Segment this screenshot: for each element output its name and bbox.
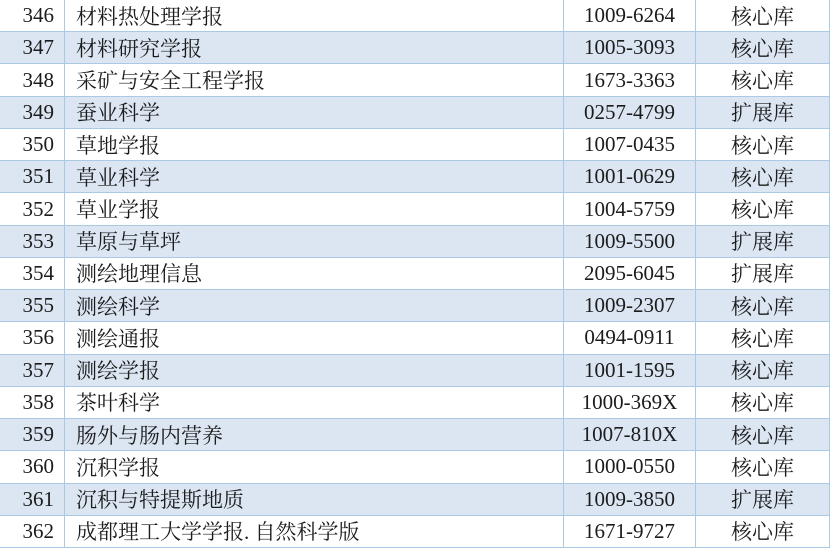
cell-issn: 0257-4799	[564, 97, 696, 128]
cell-issn: 1001-0629	[564, 161, 696, 192]
table-row	[0, 64, 830, 96]
cell-category: 核心库	[696, 451, 830, 482]
cell-issn: 1009-2307	[564, 290, 696, 321]
cell-issn: 0494-0911	[564, 322, 696, 353]
cell-journal-name: 材料研究学报	[65, 32, 564, 63]
cell-category: 核心库	[696, 64, 830, 95]
cell-row-number: 349	[0, 97, 65, 128]
table-row	[0, 290, 830, 322]
table-row	[0, 516, 830, 548]
cell-category: 核心库	[696, 161, 830, 192]
cell-row-number: 346	[0, 0, 65, 31]
cell-category: 扩展库	[696, 484, 830, 515]
cell-journal-name: 测绘地理信息	[65, 258, 564, 289]
cell-row-number: 352	[0, 193, 65, 224]
table-row	[0, 129, 830, 161]
cell-journal-name: 材料热处理学报	[65, 0, 564, 31]
cell-row-number: 362	[0, 516, 65, 547]
cell-issn: 1007-810X	[564, 419, 696, 450]
table-row	[0, 258, 830, 290]
cell-issn: 1005-3093	[564, 32, 696, 63]
cell-journal-name: 茶叶科学	[65, 387, 564, 418]
cell-issn: 1671-9727	[564, 516, 696, 547]
cell-journal-name: 草业学报	[65, 193, 564, 224]
table-row	[0, 355, 830, 387]
cell-journal-name: 沉积与特提斯地质	[65, 484, 564, 515]
cell-row-number: 357	[0, 355, 65, 386]
cell-journal-name: 草地学报	[65, 129, 564, 160]
cell-issn: 1000-369X	[564, 387, 696, 418]
cell-journal-name: 成都理工大学学报. 自然科学版	[65, 516, 564, 547]
table-row	[0, 161, 830, 193]
cell-journal-name: 草原与草坪	[65, 226, 564, 257]
table-row	[0, 0, 830, 32]
cell-journal-name: 草业科学	[65, 161, 564, 192]
cell-issn: 1673-3363	[564, 64, 696, 95]
cell-category: 核心库	[696, 129, 830, 160]
cell-row-number: 358	[0, 387, 65, 418]
cell-journal-name: 测绘学报	[65, 355, 564, 386]
cell-journal-name: 测绘科学	[65, 290, 564, 321]
cell-category: 核心库	[696, 387, 830, 418]
cell-journal-name: 蚕业科学	[65, 97, 564, 128]
cell-issn: 1009-3850	[564, 484, 696, 515]
table-row	[0, 484, 830, 516]
table-row	[0, 193, 830, 225]
cell-journal-name: 沉积学报	[65, 451, 564, 482]
cell-row-number: 354	[0, 258, 65, 289]
cell-row-number: 359	[0, 419, 65, 450]
table-row	[0, 419, 830, 451]
cell-category: 核心库	[696, 193, 830, 224]
table-row	[0, 32, 830, 64]
cell-issn: 1007-0435	[564, 129, 696, 160]
cell-row-number: 347	[0, 32, 65, 63]
cell-issn: 1009-5500	[564, 226, 696, 257]
cell-category: 核心库	[696, 322, 830, 353]
cell-row-number: 361	[0, 484, 65, 515]
cell-issn: 2095-6045	[564, 258, 696, 289]
cell-row-number: 356	[0, 322, 65, 353]
cell-issn: 1000-0550	[564, 451, 696, 482]
cell-issn: 1009-6264	[564, 0, 696, 31]
cell-issn: 1004-5759	[564, 193, 696, 224]
cell-journal-name: 采矿与安全工程学报	[65, 64, 564, 95]
table-row	[0, 226, 830, 258]
cell-category: 扩展库	[696, 97, 830, 128]
cell-row-number: 350	[0, 129, 65, 160]
table-row	[0, 387, 830, 419]
cell-journal-name: 测绘通报	[65, 322, 564, 353]
cell-issn: 1001-1595	[564, 355, 696, 386]
table-row	[0, 97, 830, 129]
cell-category: 核心库	[696, 0, 830, 31]
table-row	[0, 322, 830, 354]
cell-row-number: 351	[0, 161, 65, 192]
cell-category: 核心库	[696, 355, 830, 386]
table-row	[0, 451, 830, 483]
cell-category: 核心库	[696, 290, 830, 321]
cell-row-number: 355	[0, 290, 65, 321]
cell-journal-name: 肠外与肠内营养	[65, 419, 564, 450]
cell-row-number: 353	[0, 226, 65, 257]
cell-category: 扩展库	[696, 226, 830, 257]
cell-category: 扩展库	[696, 258, 830, 289]
cell-category: 核心库	[696, 516, 830, 547]
cell-row-number: 360	[0, 451, 65, 482]
cell-category: 核心库	[696, 419, 830, 450]
cell-category: 核心库	[696, 32, 830, 63]
cell-row-number: 348	[0, 64, 65, 95]
